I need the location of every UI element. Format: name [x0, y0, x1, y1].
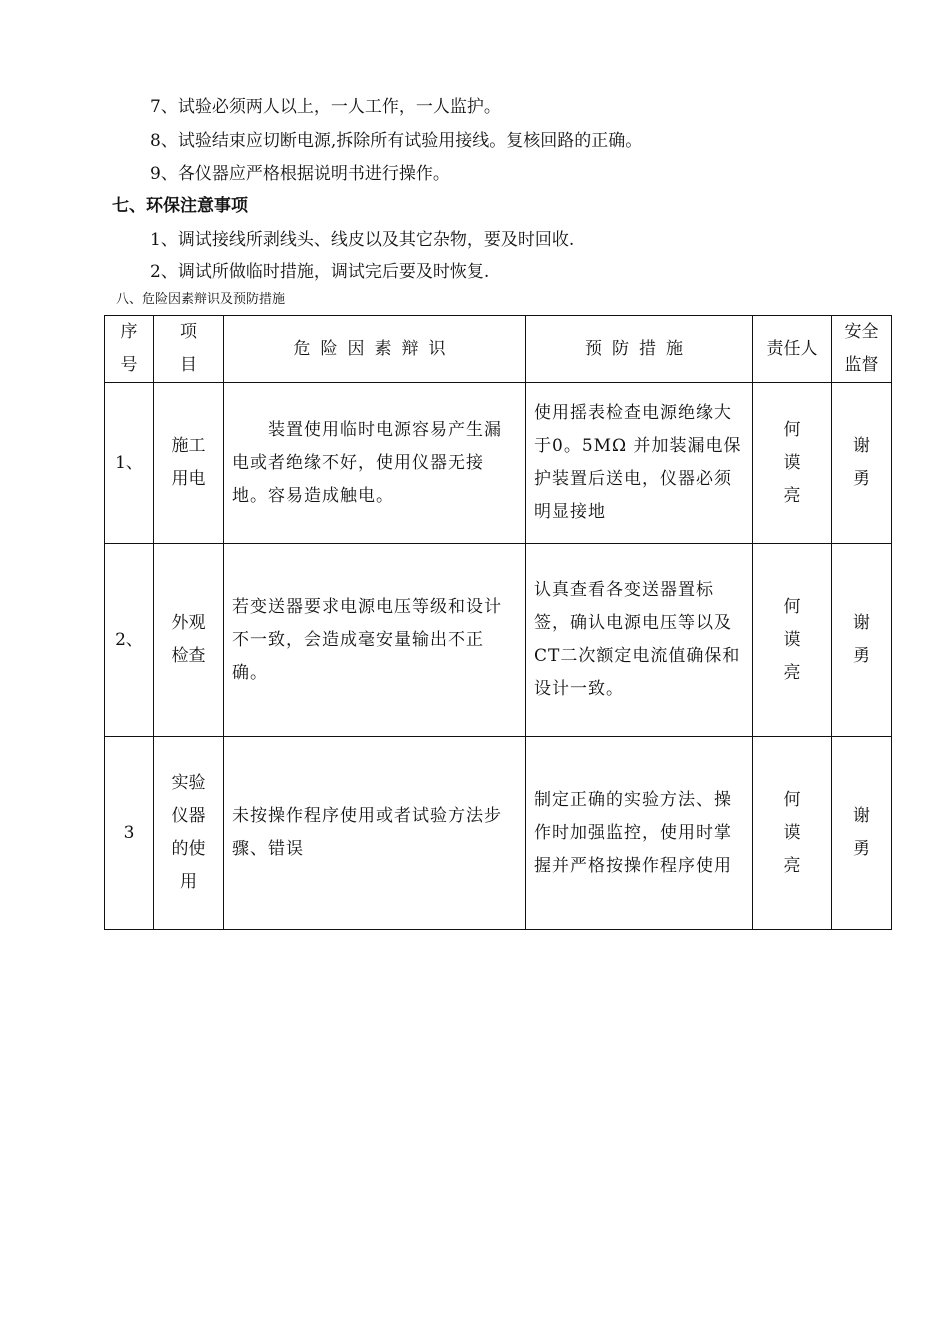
header-item-line-2: 目 [180, 355, 197, 375]
row-3-item-line-3: 的使 [171, 839, 206, 859]
row-1-responsible-line-3: 亮 [783, 485, 801, 506]
row-3-supervisor-line-1: 谢 [853, 806, 870, 826]
row-3-hazard [224, 737, 526, 930]
table-row [105, 383, 892, 544]
row-1-supervisor-line-2: 勇 [853, 469, 870, 489]
section-7-title: 七、环保注意事项 [112, 196, 248, 216]
header-seq-line-2: 号 [120, 355, 138, 375]
row-1-hazard [224, 383, 526, 544]
row-2-supervisor-line-1: 谢 [853, 613, 870, 633]
header-item [154, 316, 224, 383]
row-2-supervisor [832, 544, 892, 737]
row-3-supervisor-line-2: 勇 [853, 839, 870, 859]
row-2-responsible [753, 544, 832, 737]
table-header-row [105, 316, 892, 383]
row-1-supervisor [832, 383, 892, 544]
row-3-responsible-line-2: 谟 [783, 822, 801, 843]
note-9: 9、各仪器应严格根据说明书进行操作。 [150, 164, 450, 184]
row-1-supervisor-line-1: 谢 [853, 436, 870, 456]
row-2-responsible-line-2: 谟 [783, 629, 801, 650]
section-7-item-1: 1、调试接线所剥线头、线皮以及其它杂物，要及时回收. [150, 230, 575, 250]
header-item-line-1: 项 [180, 322, 197, 342]
row-2-seq: 2、 [105, 544, 154, 737]
row-3-hazard-text: 未按操作程序使用或者试验方法步骤、错误 [232, 806, 502, 859]
row-1-prevention-text: 使用摇表检查电源绝缘大于0。5MΩ 并加装漏电保护装置后送电，仪器必须明显接地 [534, 403, 742, 522]
row-1-hazard-text: 装置使用临时电源容易产生漏电或者绝缘不好，使用仪器无接地。容易造成触电。 [232, 419, 502, 506]
header-hazard: 危险因素辩识 [224, 316, 526, 383]
header-supervisor-line-1: 安全 [844, 322, 879, 342]
row-3-seq: 3 [105, 737, 154, 930]
row-1-responsible-line-1: 何 [783, 419, 801, 440]
note-7: 7、试验必须两人以上，一人工作，一人监护。 [150, 97, 501, 117]
row-3-responsible-line-3: 亮 [783, 855, 801, 876]
header-supervisor [832, 316, 892, 383]
row-3-supervisor [832, 737, 892, 930]
row-2-item-line-1: 外观 [171, 613, 206, 633]
header-prevention: 预防措施 [526, 316, 753, 383]
row-3-item-line-2: 仪器 [171, 806, 206, 826]
row-2-responsible-line-1: 何 [783, 596, 801, 617]
row-2-supervisor-line-2: 勇 [853, 646, 870, 666]
row-1-item-line-1: 施工 [171, 436, 206, 456]
row-2-item [154, 544, 224, 737]
table-row [105, 544, 892, 737]
header-responsible: 责任人 [753, 316, 832, 383]
header-supervisor-line-2: 监督 [844, 355, 879, 375]
row-1-prevention [526, 383, 753, 544]
row-2-prevention [526, 544, 753, 737]
row-3-prevention-text: 制定正确的实验方法、操作时加强监控，使用时掌握并严格按操作程序使用 [534, 789, 732, 876]
row-3-item [154, 737, 224, 930]
header-seq [105, 316, 154, 383]
row-1-responsible-line-2: 谟 [783, 452, 801, 473]
row-1-item [154, 383, 224, 544]
row-3-responsible [753, 737, 832, 930]
row-3-item-line-4: 用 [180, 872, 197, 892]
row-3-responsible-line-1: 何 [783, 789, 801, 810]
row-3-prevention [526, 737, 753, 930]
row-2-prevention-text: 认真查看各变送器置标签，确认电源电压等以及CT二次额定电流值确保和设计一致。 [534, 580, 741, 699]
row-1-item-line-2: 用电 [171, 469, 206, 489]
row-2-responsible-line-3: 亮 [783, 662, 801, 683]
section-8-title: 八、危险因素辩识及预防措施 [116, 292, 286, 307]
section-7-item-2: 2、调试所做临时措施，调试完后要及时恢复. [150, 262, 490, 282]
row-3-item-line-1: 实验 [171, 773, 206, 793]
row-2-hazard [224, 544, 526, 737]
row-1-seq: 1、 [105, 383, 154, 544]
row-1-responsible [753, 383, 832, 544]
row-2-item-line-2: 检查 [171, 646, 206, 666]
hazard-table [104, 315, 892, 930]
table-row [105, 737, 892, 930]
note-8: 8、试验结束应切断电源,拆除所有试验用接线。复核回路的正确。 [150, 131, 643, 151]
row-2-hazard-text: 若变送器要求电源电压等级和设计不一致，会造成毫安量输出不正确。 [232, 596, 502, 683]
header-seq-line-1: 序 [120, 322, 138, 342]
